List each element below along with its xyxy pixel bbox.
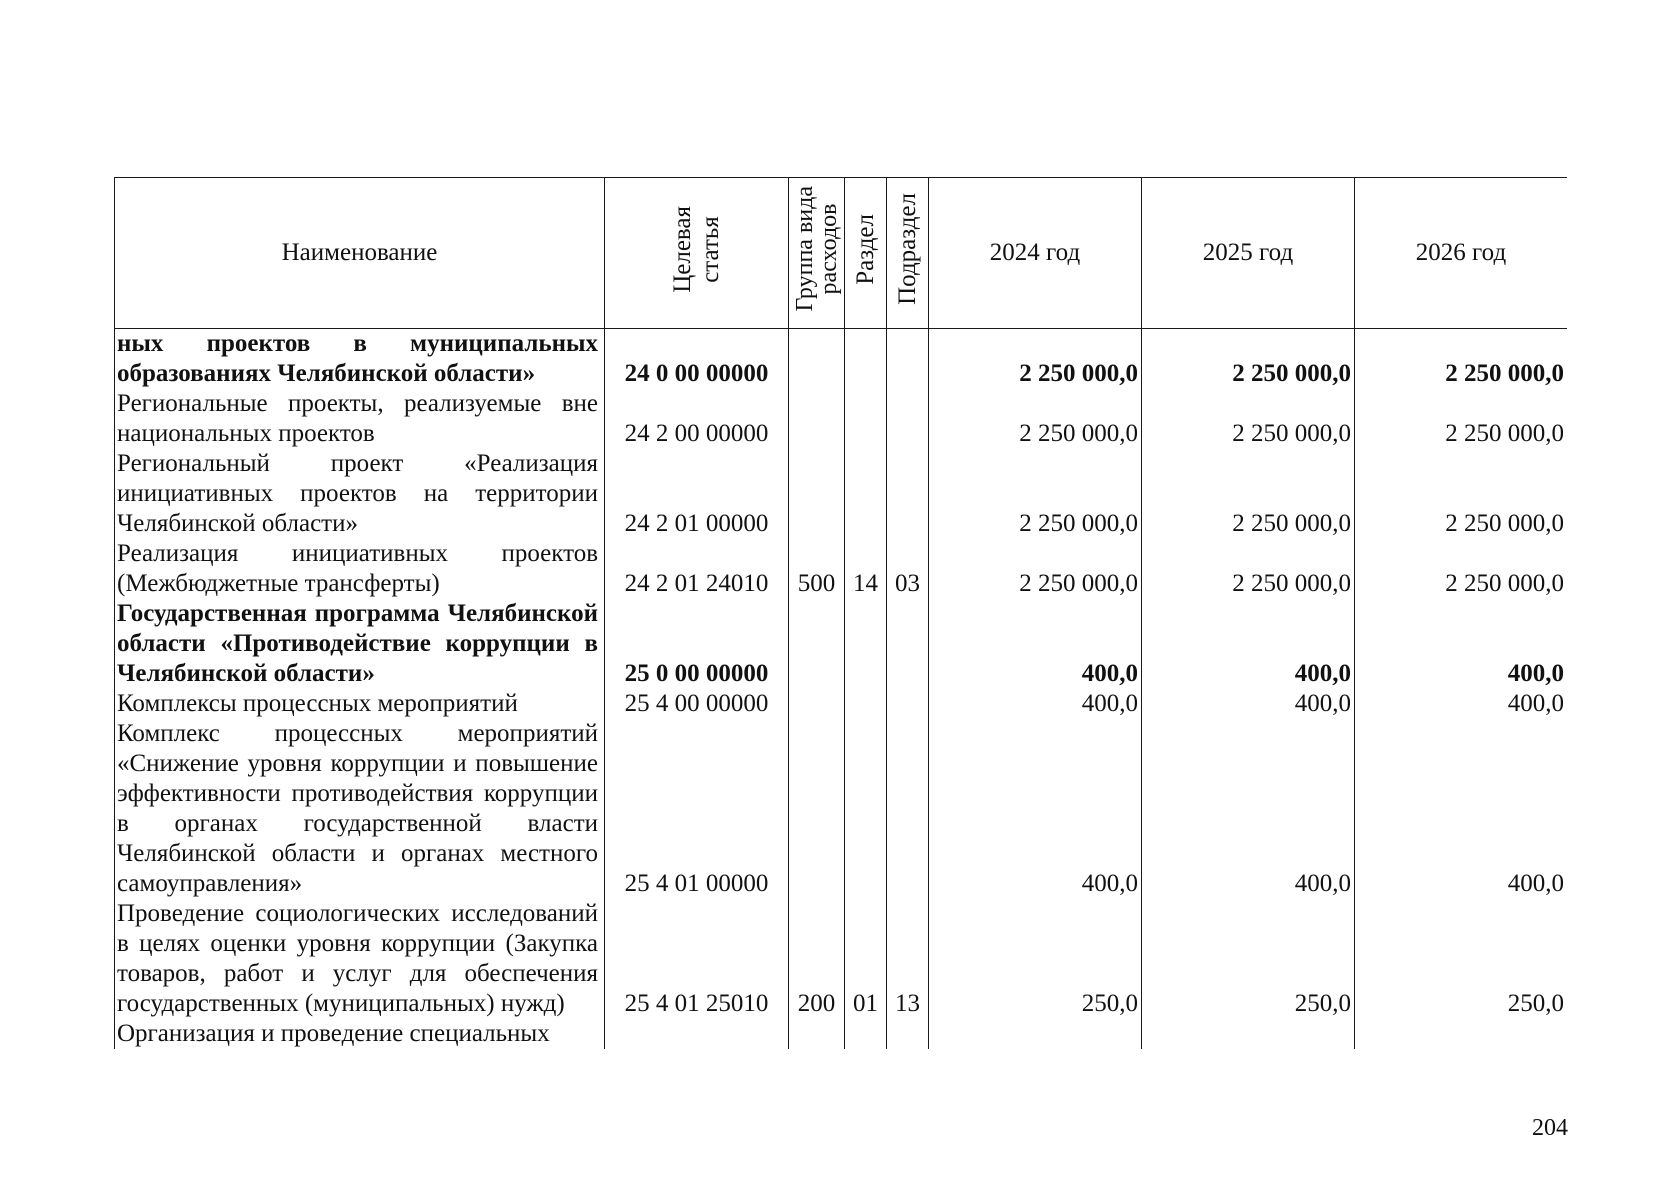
header-name	[115, 178, 605, 329]
row-section	[845, 449, 887, 539]
table-row	[115, 689, 1568, 719]
row-value-2026: 2 250 000,0	[1355, 389, 1568, 449]
row-value-2024: 2 250 000,0	[929, 449, 1142, 539]
row-value-2026: 2 250 000,0	[1355, 539, 1568, 599]
row-subsection	[887, 719, 929, 899]
table-row	[115, 599, 1568, 689]
row-value-2026: 2 250 000,0	[1355, 449, 1568, 539]
row-value-2025: 2 250 000,0	[1142, 539, 1355, 599]
row-value-2025: 2 250 000,0	[1142, 449, 1355, 539]
table-row	[115, 449, 1568, 539]
row-section	[845, 719, 887, 899]
row-section	[845, 389, 887, 449]
header-section-label: Раздел	[851, 213, 879, 285]
row-expense-group	[789, 1019, 845, 1049]
row-value-2024: 2 250 000,0	[929, 389, 1142, 449]
header-year-2025-label: 2025 год	[1202, 239, 1294, 266]
row-name: Комплексы процессных мероприятий	[115, 689, 605, 719]
row-section	[845, 1019, 887, 1049]
row-name: ных проектов в муниципальных образованиях Челябинской области»	[115, 329, 605, 390]
row-target-article: 25 4 00 00000	[605, 689, 789, 719]
row-subsection: 03	[887, 539, 929, 599]
header-subsection	[887, 178, 929, 329]
row-target-article: 24 2 01 00000	[605, 449, 789, 539]
row-subsection	[887, 389, 929, 449]
row-section	[845, 329, 887, 390]
row-value-2024: 250,0	[929, 899, 1142, 1019]
row-subsection	[887, 1019, 929, 1049]
row-subsection	[887, 599, 929, 689]
row-value-2026: 400,0	[1355, 719, 1568, 899]
row-name: Реализация инициативных проектов (Межбюджетные трансферты)	[115, 539, 605, 599]
row-name: Проведение социологических исследований в целях оценки уровня коррупции (Закупка товаров, работ и услуг для обеспечения государственных (муниципальных) нужд)	[115, 899, 605, 1019]
table-row	[115, 1019, 1568, 1049]
row-subsection	[887, 449, 929, 539]
table-row	[115, 389, 1568, 449]
row-section	[845, 599, 887, 689]
budget-table	[114, 177, 1567, 1049]
row-target-article: 25 4 01 00000	[605, 719, 789, 899]
row-value-2024: 2 250 000,0	[929, 329, 1142, 390]
row-value-2026: 2 250 000,0	[1355, 329, 1568, 390]
row-expense-group	[789, 719, 845, 899]
row-value-2025	[1142, 1019, 1355, 1049]
row-name: Региональные проекты, реализуемые вне национальных проектов	[115, 389, 605, 449]
row-value-2024: 400,0	[929, 599, 1142, 689]
row-value-2026: 400,0	[1355, 689, 1568, 719]
row-name: Региональный проект «Реализация инициативных проектов на территории Челябинской области»	[115, 449, 605, 539]
row-subsection	[887, 329, 929, 390]
header-subsection-label: Подраздел	[893, 193, 921, 305]
row-target-article: 25 0 00 00000	[605, 599, 789, 689]
row-value-2025: 250,0	[1142, 899, 1355, 1019]
row-subsection	[887, 689, 929, 719]
row-target-article: 24 2 00 00000	[605, 389, 789, 449]
row-value-2026	[1355, 1019, 1568, 1049]
row-target-article: 25 4 01 25010	[605, 899, 789, 1019]
row-name: Государственная программа Челябинской области «Противодействие коррупции в Челябинской области»	[115, 599, 605, 689]
header-year-2026	[1355, 178, 1568, 329]
row-value-2024: 400,0	[929, 719, 1142, 899]
row-expense-group: 200	[789, 899, 845, 1019]
row-section: 01	[845, 899, 887, 1019]
row-value-2024	[929, 1019, 1142, 1049]
row-target-article: 24 0 00 00000	[605, 329, 789, 390]
row-value-2025: 400,0	[1142, 719, 1355, 899]
row-section	[845, 689, 887, 719]
row-value-2026: 250,0	[1355, 899, 1568, 1019]
row-expense-group: 500	[789, 539, 845, 599]
row-name: Организация и проведение специальных	[115, 1019, 605, 1049]
table-header-row	[115, 178, 1568, 329]
header-target-article-label: Целевая статья	[668, 205, 724, 293]
row-value-2026: 400,0	[1355, 599, 1568, 689]
header-target-article	[605, 178, 789, 329]
header-name-label: Наименование	[281, 239, 438, 266]
row-expense-group	[789, 599, 845, 689]
row-expense-group	[789, 329, 845, 390]
row-subsection: 13	[887, 899, 929, 1019]
row-value-2025: 2 250 000,0	[1142, 329, 1355, 390]
row-value-2025: 400,0	[1142, 599, 1355, 689]
table-row	[115, 539, 1568, 599]
row-section: 14	[845, 539, 887, 599]
table-row	[115, 329, 1568, 390]
table-row	[115, 899, 1568, 1019]
header-year-2025	[1142, 178, 1355, 329]
row-value-2025: 400,0	[1142, 689, 1355, 719]
header-expense-group	[789, 178, 845, 329]
header-year-2024	[929, 178, 1142, 329]
row-target-article	[605, 1019, 789, 1049]
row-value-2024: 400,0	[929, 689, 1142, 719]
header-year-2024-label: 2024 год	[989, 239, 1081, 266]
row-value-2024: 2 250 000,0	[929, 539, 1142, 599]
row-expense-group	[789, 689, 845, 719]
page-number: 204	[1532, 1115, 1568, 1141]
table-row	[115, 719, 1568, 899]
row-expense-group	[789, 449, 845, 539]
budget-table-container	[114, 177, 1567, 1082]
row-value-2025: 2 250 000,0	[1142, 389, 1355, 449]
row-target-article: 24 2 01 24010	[605, 539, 789, 599]
row-name: Комплекс процессных мероприятий «Снижение уровня коррупции и повышение эффективности противодействия коррупции в органах государственной власти Челябинской области и органах местного самоуправления»	[115, 719, 605, 899]
header-section	[845, 178, 887, 329]
header-expense-group-label: Группа вида расходов	[791, 186, 842, 312]
row-expense-group	[789, 389, 845, 449]
header-year-2026-label: 2026 год	[1415, 239, 1507, 266]
